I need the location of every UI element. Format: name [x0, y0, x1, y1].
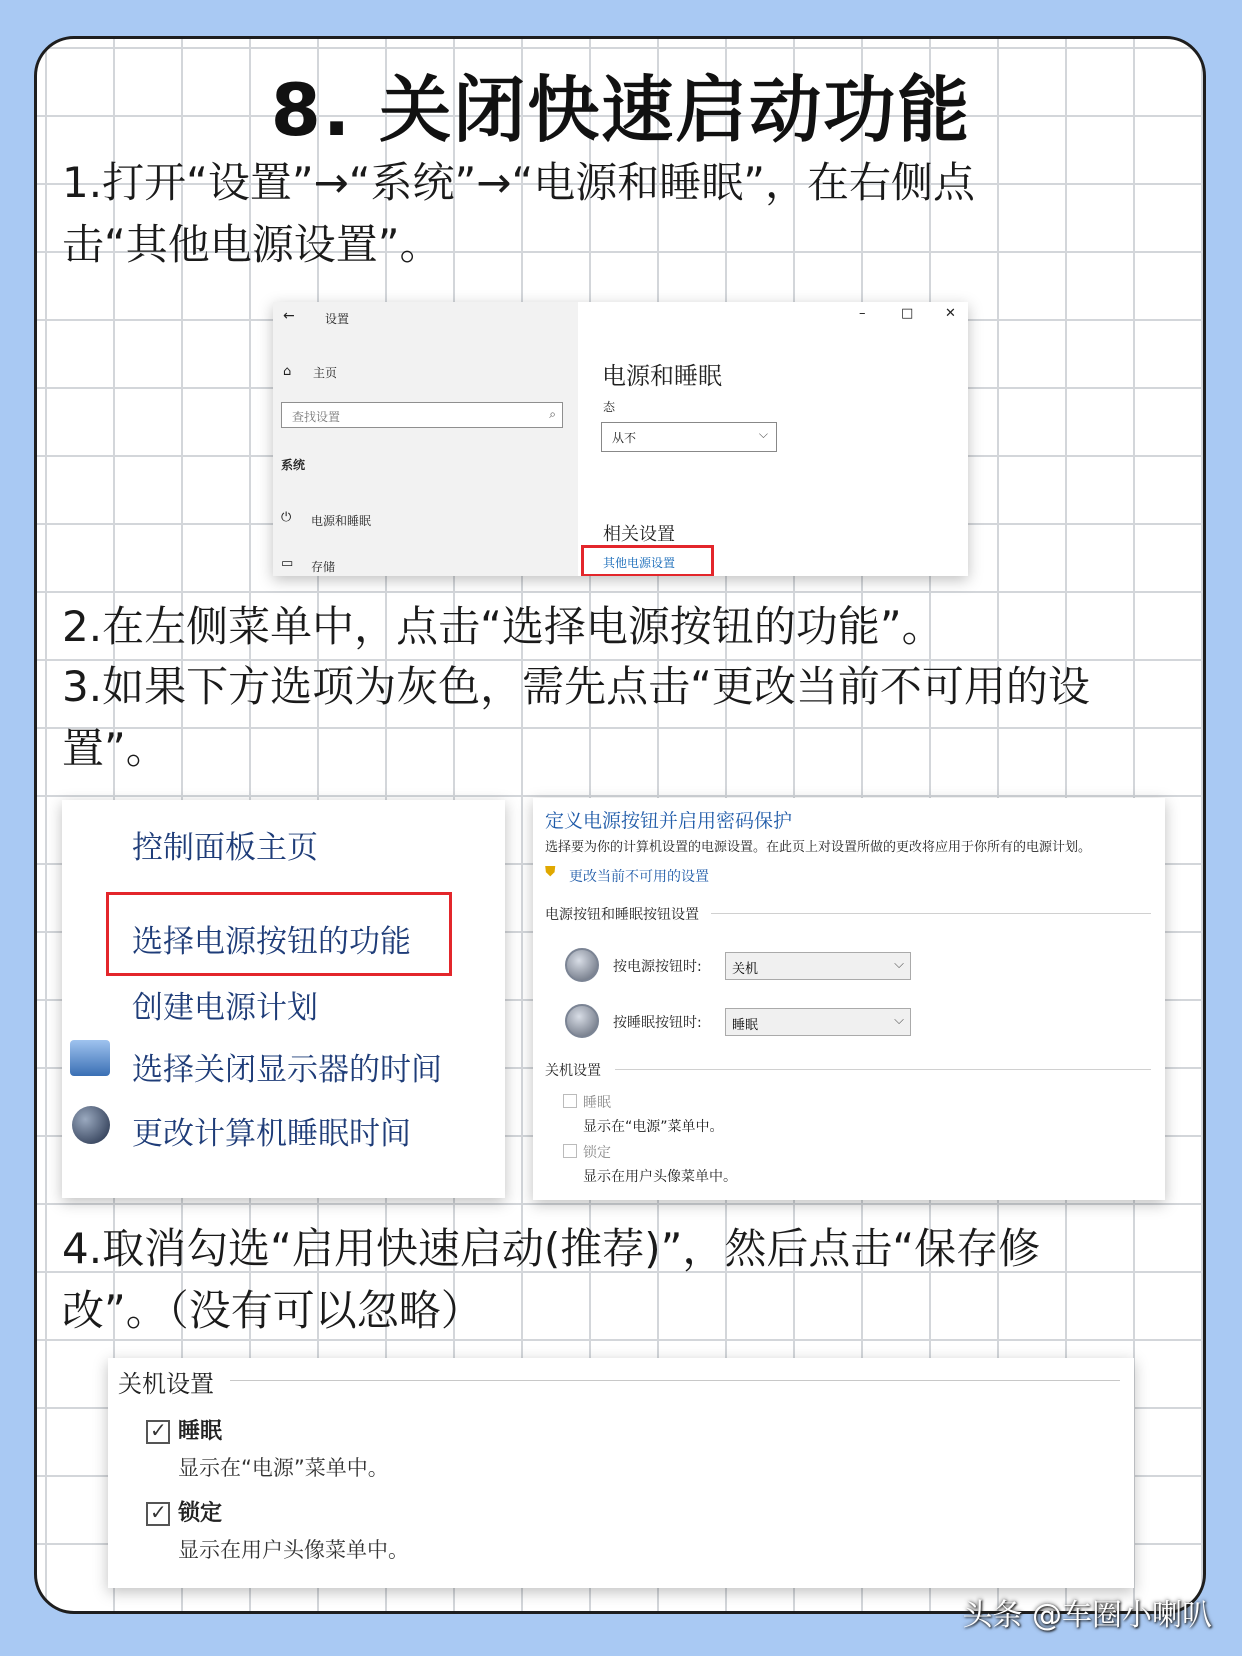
shutdown-section-title: 关机设置 — [118, 1370, 214, 1398]
sleep-checkbox[interactable] — [563, 1094, 577, 1108]
window-title: 设置 — [325, 312, 350, 326]
sidebar-item-home[interactable]: 主页 — [313, 366, 338, 380]
checkmark-icon: ✓ — [150, 1418, 167, 1442]
settings-page-title: 电源和睡眠 — [602, 362, 722, 390]
close-icon[interactable]: ✕ — [945, 306, 956, 321]
chevron-down-icon: ⌵ — [894, 957, 904, 972]
sleep-button-select[interactable] — [725, 1008, 911, 1036]
sleep-option-label: 睡眠 — [583, 1095, 611, 1111]
back-icon[interactable]: ← — [283, 308, 295, 324]
step-2-text: 2.在左侧菜单中，点击“选择电源按钮的功能”。 — [62, 602, 944, 651]
page-title: 8. 关闭快速启动功能 — [270, 68, 972, 152]
sleep-time-link[interactable]: 更改计算机睡眠时间 — [132, 1116, 411, 1152]
control-panel-home-link[interactable]: 控制面板主页 — [132, 830, 318, 866]
power-button-label: 按电源按钮时: — [613, 959, 702, 975]
watermark: 头条 @车圈小喇叭 — [962, 1598, 1212, 1633]
power-button-select[interactable] — [725, 952, 911, 980]
search-placeholder: 查找设置 — [292, 410, 341, 424]
step-1-text — [62, 152, 1182, 276]
power-icon: ⏻ — [281, 510, 292, 525]
checkmark-icon: ✓ — [150, 1500, 167, 1524]
home-icon: ⌂ — [283, 364, 292, 379]
shutdown-section-title: 关机设置 — [545, 1063, 601, 1079]
step-3-line-1: 3.如果下方选项为灰色，需先点击“更改当前不可用的设 — [62, 662, 1090, 711]
power-buttons-heading: 定义电源按钮并启用密码保护 — [545, 810, 793, 832]
other-power-settings-link[interactable]: 其他电源设置 — [603, 556, 676, 570]
sleep-dropdown-value: 从不 — [612, 431, 637, 445]
step-3-text — [62, 656, 1182, 780]
sleep-button-icon — [565, 1004, 599, 1038]
display-off-time-link[interactable]: 选择关闭显示器的时间 — [132, 1052, 442, 1088]
power-buttons-page-screenshot — [533, 798, 1165, 1200]
sidebar-item-power-sleep[interactable]: 电源和睡眠 — [311, 514, 372, 528]
sleep-option-desc: 显示在“电源”菜单中。 — [583, 1119, 724, 1135]
step-4-line-1: 4.取消勾选“启用快速启动(推荐)”，然后点击“保存修 — [62, 1224, 1041, 1273]
power-buttons-description: 选择要为你的计算机设置的电源设置。在此页上对设置所做的更改将应用于你所有的电源计划。 — [545, 840, 1092, 855]
control-panel-menu-screenshot — [62, 800, 505, 1198]
power-button-icon — [565, 948, 599, 982]
sleep-option-desc: 显示在“电源”菜单中。 — [178, 1456, 389, 1480]
settings-search-input[interactable] — [281, 402, 563, 428]
choose-power-buttons-link[interactable]: 选择电源按钮的功能 — [132, 924, 411, 960]
search-icon: ⌕ — [549, 407, 556, 421]
moon-icon — [72, 1106, 110, 1144]
shield-icon: ⛊ — [545, 864, 556, 880]
sleep-option-label: 睡眠 — [178, 1419, 223, 1444]
chevron-down-icon: ⌵ — [758, 427, 768, 441]
sleep-button-label: 按睡眠按钮时: — [613, 1015, 702, 1031]
section-divider — [711, 913, 1151, 914]
lock-checkbox[interactable] — [563, 1144, 577, 1158]
sidebar-section-system: 系统 — [281, 458, 306, 472]
highlight-box — [581, 545, 714, 576]
step-1-line-2: 击“其他电源设置”。 — [62, 220, 442, 269]
settings-sidebar — [273, 302, 578, 576]
lock-option-label: 锁定 — [178, 1501, 223, 1526]
section-divider — [615, 1069, 1151, 1070]
shutdown-settings-screenshot — [108, 1358, 1134, 1588]
lock-option-desc: 显示在用户头像菜单中。 — [583, 1169, 737, 1185]
sleep-checkbox[interactable] — [146, 1420, 170, 1444]
step-1-line-1: 1.打开“设置”→“系统”→“电源和睡眠”，在右侧点 — [62, 158, 976, 207]
step-4-line-2: 改”。（没有可以忽略） — [62, 1286, 483, 1335]
section-divider — [230, 1380, 1120, 1381]
storage-icon: ▭ — [281, 556, 294, 571]
create-power-plan-link[interactable]: 创建电源计划 — [132, 990, 318, 1026]
settings-window-screenshot — [273, 302, 968, 576]
highlight-box — [106, 892, 452, 976]
sleep-dropdown[interactable] — [601, 422, 777, 452]
lock-option-label: 锁定 — [583, 1145, 611, 1161]
sleep-label: 态 — [603, 400, 616, 414]
step-3-line-2: 置”。 — [62, 724, 168, 773]
minimize-icon[interactable]: – — [859, 306, 866, 321]
maximize-icon[interactable]: □ — [901, 306, 914, 321]
step-4-text — [62, 1218, 1182, 1342]
power-button-select-value: 关机 — [732, 962, 759, 977]
sleep-button-select-value: 睡眠 — [732, 1018, 759, 1033]
buttons-section-title: 电源按钮和睡眠按钮设置 — [545, 907, 699, 923]
lock-option-desc: 显示在用户头像菜单中。 — [178, 1538, 409, 1562]
chevron-down-icon: ⌵ — [894, 1013, 904, 1028]
related-settings-title: 相关设置 — [603, 524, 675, 545]
display-clock-icon — [70, 1040, 110, 1076]
change-unavailable-settings-link[interactable]: 更改当前不可用的设置 — [569, 869, 709, 885]
sidebar-item-storage[interactable]: 存储 — [311, 560, 336, 574]
lock-checkbox[interactable] — [146, 1502, 170, 1526]
